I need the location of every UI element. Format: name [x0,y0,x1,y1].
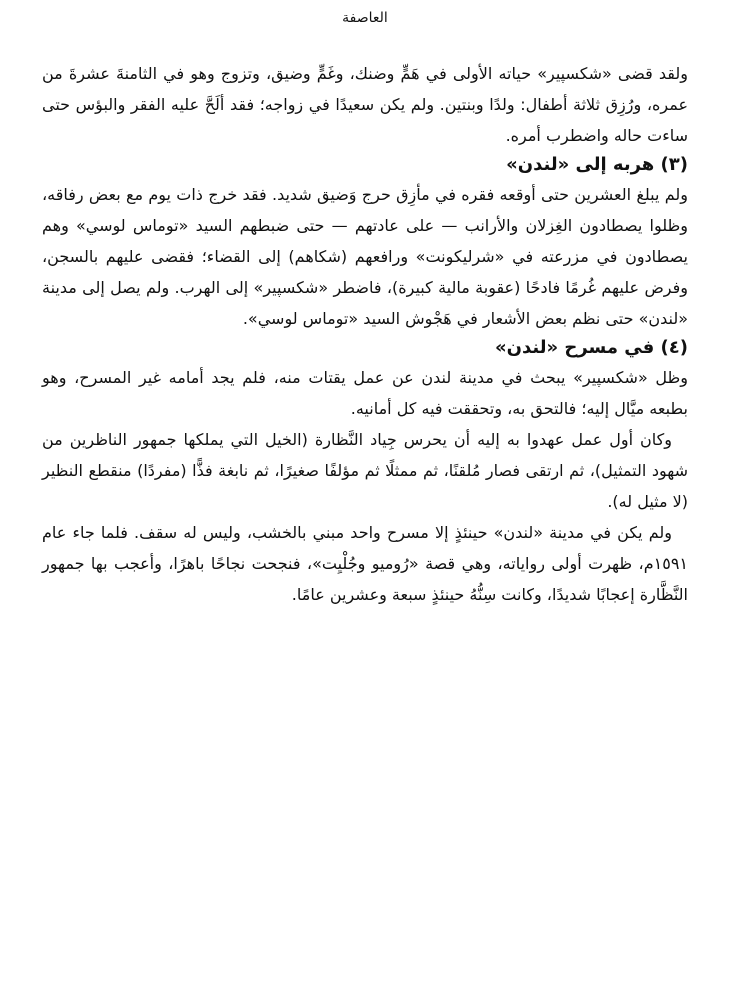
paragraph-escape: ولم يبلغ العشرين حتى أوقعه فقره في مأزِق حرج وَضيق شديد. فقد خرج ذات يوم مع بعض رفاقه، وظلوا يصطادون الغِزلان والأرانب — على عادتهم — حتى ضبطهم السيد «توماس لوسي» وهم يصطادون في مزرعته في «شرليكونت» ورافعهم (شكاهم) إلى القضاء؛ فقضى عليهم بالسجن، وفرض عليهم غُرمًا فادحًا (عقوبة مالية كبيرة)، فاضطر «شكسپير» إلى الهرب. ولم يصل إلى مدينة «لندن» حتى نظم بعض الأشعار في هَجْوش السيد «توماس لوسي». [42,185,688,328]
running-header: العاصفة [342,10,388,26]
paragraph-early-life: ولقد قضى «شكسپير» حياته الأولى في هَمٍّ وضنك، وغَمٍّ وضيق، وتزوج وهو في الثامنةَ عشرةَ من عمره، ورُزِق ثلاثة أطفال: ولدًا وبنتين. ولم يكن سعيدًا في زواجه؛ فقد ألَحَّ عليه الفقر والبؤس حتى ساءت حاله واضطرب أمره. [42,64,688,145]
paragraph-first-play: ولم يكن في مدينة «لندن» حينئذٍ إلا مسرح واحد مبني بالخشب، وليس له سقف. فلما جاء عام ١٥٩١م، ظهرت أولى رواياته، وهي قصة «رُوميو وجُلْيِت»، فنجحت نجاحًا باهرًا، وأعجب بها جمهور النَّظَّارة إعجابًا شديدًا، وكانت سِنُّهُ حينئذٍ سبعة وعشرين عامًا. [42,523,688,604]
paragraph-theatre-search: وظل «شكسپير» يبحث في مدينة لندن عن عمل يقتات منه، فلم يجد أمامه غير المسرح، وهو بطبعه ميَّال إليه؛ فالتحق به، وتحققت فيه كل أمانيه. [42,368,688,418]
section-heading-london-theatre: (٤) في مسرح «لندن» [494,337,688,358]
paragraph-first-job: وكان أول عمل عهدوا به إليه أن يحرس جِياد النَّظارة (الخيل التي يملكها جمهور الناظرين من شهود التمثيل)، ثم ارتقى فصار مُلقنًا، ثم ممثلًا ثم مؤلفًا صغيرًا، ثم نابغة فذًّا (مفردًا) منقطع النظير (لا مثيل له). [42,430,688,511]
section-heading-escape-to-london: (٣) هربه إلى «لندن» [506,154,688,175]
